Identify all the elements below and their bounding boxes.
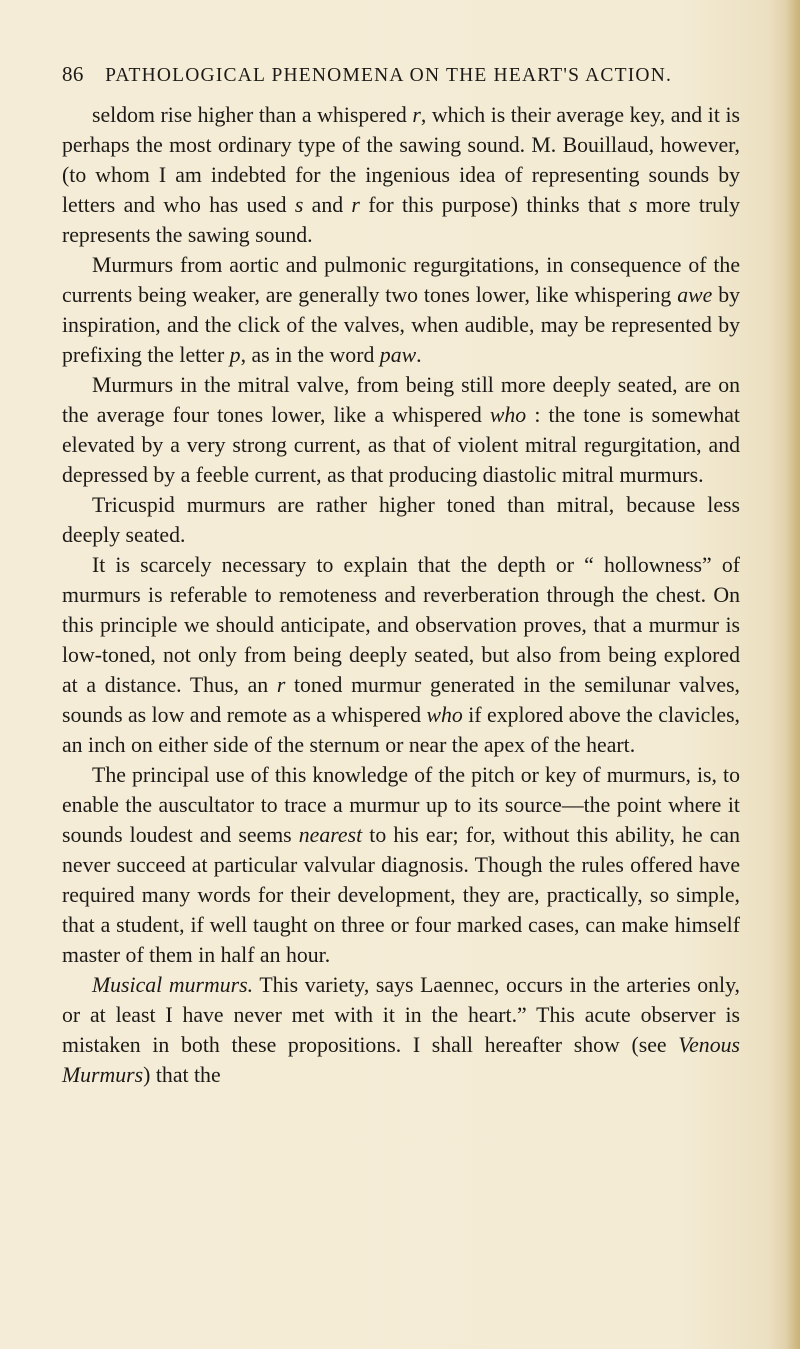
text-run: to his ear; for, without this ability, he can never succeed at particular valvular diagnosis. Though the rules offered have required many words for their development, they are, practically, so simple, that a student, if well taught on three or four marked cases, can make himself master of them in half an hour. xyxy=(62,823,740,967)
text-run: and xyxy=(303,193,352,217)
italic-text: r xyxy=(276,673,286,697)
text-run: for this purpose) thinks that xyxy=(359,193,629,217)
italic-text: awe xyxy=(677,283,713,307)
page-body xyxy=(62,100,740,1090)
page-edge-shadow xyxy=(786,0,800,1349)
text-run: ) that the xyxy=(143,1063,221,1087)
text-run: , as in the word xyxy=(240,343,380,367)
text-run: , which is their average key, and it is perhaps the most ordinary type of the sawing sound. M. Bouillaud, however, (to whom I am indebted for the ingenious idea of representing sounds by letters and who has used xyxy=(62,103,740,217)
text-run: Murmurs from aortic and pulmonic regurgitations, in consequence of the currents being weaker, are generally two tones lower, like whispering xyxy=(62,253,740,307)
text-run: The principal use of this knowledge of the pitch or key of murmurs, is, to enable the auscultator to trace a murmur up to its source—the point where it sounds loudest and seems xyxy=(62,763,740,847)
italic-text: who xyxy=(426,703,463,727)
italic-text: s xyxy=(628,193,638,217)
paragraph-1 xyxy=(62,100,740,250)
text-run: by inspiration, and the click of the valves, when audible, may be represented by prefixing the letter xyxy=(62,283,740,367)
text-run: seldom rise higher than a whispered xyxy=(92,103,413,127)
italic-text: Venous Murmurs xyxy=(62,1033,740,1087)
text-run: . xyxy=(416,343,422,367)
italic-text: who xyxy=(489,403,527,427)
running-title: PATHOLOGICAL PHENOMENA ON THE HEART'S ACTION. xyxy=(105,65,673,86)
text-run: It is scarcely necessary to explain that the depth or “ hollowness” of murmurs is referable to remoteness and reverberation through the chest. On this principle we should anticipate, and observation proves, that a murmur is low-toned, not only from being deeply seated, but also from being explored at a distance. Thus, an xyxy=(62,553,740,697)
italic-text: s xyxy=(294,193,304,217)
paragraph-6 xyxy=(62,760,740,970)
italic-text: r xyxy=(351,193,360,217)
italic-text: Musical murmurs. xyxy=(92,973,254,997)
italic-text: r xyxy=(412,103,421,127)
paragraph-3 xyxy=(62,370,740,490)
running-header xyxy=(62,62,762,87)
text-run: : the tone is somewhat elevated by a very strong current, as that of violent mitral regurgitation, and depressed by a feeble current, as that producing diastolic mitral murmurs. xyxy=(62,403,740,487)
text-run: toned murmur generated in the semilunar valves, sounds as low and remote as a whispered xyxy=(62,673,740,727)
paragraph-4 xyxy=(62,490,740,550)
text-run: Tricuspid murmurs are rather higher toned than mitral, because less deeply seated. xyxy=(62,493,740,547)
paragraph-7 xyxy=(62,970,740,1090)
italic-text: p xyxy=(229,343,241,367)
italic-text: nearest xyxy=(298,823,363,847)
paragraph-2 xyxy=(62,250,740,370)
text-run: This variety, says Laennec, occurs in the arteries only, or at least I have never met with it in the heart.” This acute observer is mistaken in both these propositions. I shall hereafter show (see xyxy=(62,973,740,1057)
text-run: more truly represents the sawing sound. xyxy=(62,193,740,247)
page-number: 86 xyxy=(62,62,84,86)
italic-text: paw xyxy=(379,343,417,367)
paragraph-5 xyxy=(62,550,740,760)
text-run: Murmurs in the mitral valve, from being still more deeply seated, are on the average four tones lower, like a whispered xyxy=(62,373,740,427)
text-run: if explored above the clavicles, an inch on either side of the sternum or near the apex of the heart. xyxy=(62,703,741,757)
